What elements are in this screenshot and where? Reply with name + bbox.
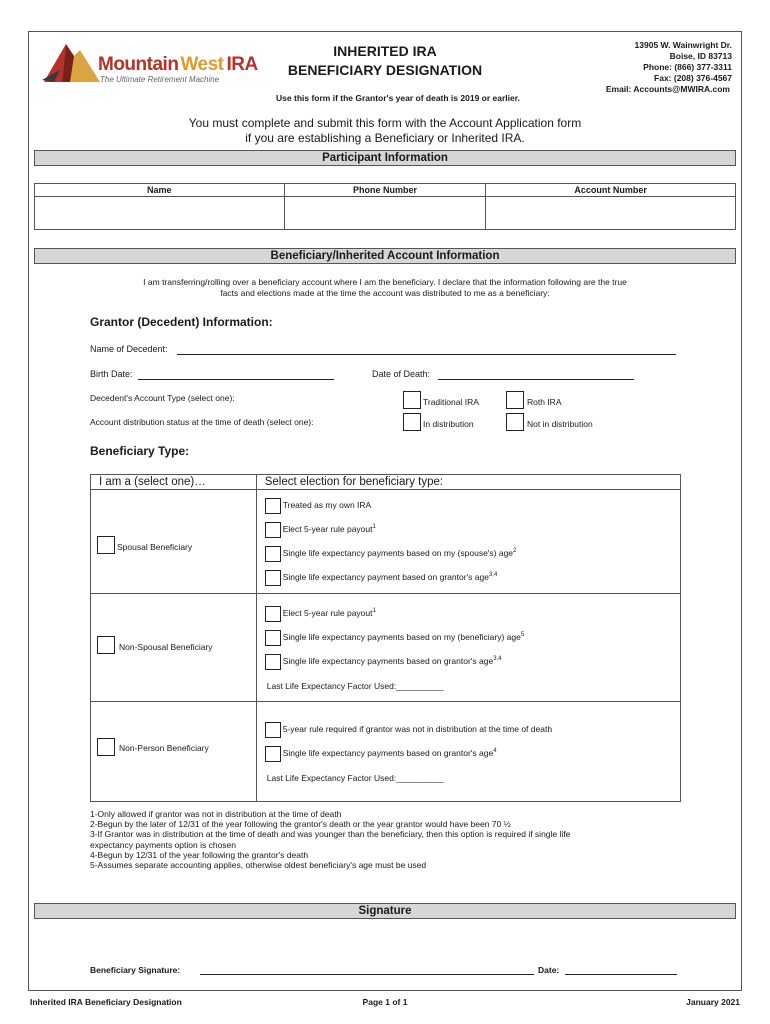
opt-ns-own-age[interactable]: Single life expectancy payments based on my (beneficiary) age$^5$ bbox=[263, 626, 680, 650]
use-note: Use this form if the Grantor's year of death is 2019 or earlier. bbox=[276, 93, 520, 103]
opt-np-grantor-age[interactable]: Single life expectancy payments based on grantor's age$^4$ bbox=[263, 742, 680, 766]
col-account: Account Number bbox=[486, 184, 736, 197]
footnote-5: 5-Assumes separate accounting applies, otherwise oldest beneficiary's age must be used bbox=[90, 860, 427, 871]
death-date-field[interactable] bbox=[438, 369, 634, 380]
declaration-line2: facts and elections made at the time the account was distributed to me as a beneficiary: bbox=[220, 288, 550, 298]
non-person-checkbox[interactable] bbox=[97, 738, 115, 756]
spousal-grantor-age-checkbox[interactable] bbox=[265, 570, 281, 586]
beneficiary-type-table bbox=[90, 474, 681, 802]
col-election: Select election for beneficiary type: bbox=[256, 475, 680, 490]
death-date-label: Date of Death: bbox=[372, 369, 431, 379]
traditional-ira-label: Traditional IRA bbox=[423, 397, 479, 407]
ns-own-age-checkbox[interactable] bbox=[265, 630, 281, 646]
np-grantor-age-checkbox[interactable] bbox=[265, 746, 281, 762]
address-street: 13905 W. Wainwright Dr. bbox=[634, 40, 732, 50]
non-spousal-cell bbox=[91, 594, 257, 702]
col-i-am: I am a (select one)… bbox=[91, 475, 257, 490]
ns-factor-field[interactable]: Last Life Expectancy Factor Used:__________ bbox=[266, 681, 444, 691]
spousal-own-age-checkbox[interactable] bbox=[265, 546, 281, 562]
address-email: Email: Accounts@MWIRA.com bbox=[605, 84, 730, 94]
col-name: Name bbox=[35, 184, 285, 197]
in-distribution-label: In distribution bbox=[423, 419, 474, 429]
np-factor-field[interactable]: Last Life Expectancy Factor Used:__________ bbox=[266, 773, 444, 783]
opt-ns-5year[interactable]: Elect 5-year rule payout$^1$ bbox=[263, 602, 680, 626]
non-spousal-options bbox=[256, 594, 680, 702]
intro-line1: You must complete and submit this form with the Account Application form bbox=[188, 116, 582, 130]
birth-date-field[interactable] bbox=[138, 369, 334, 380]
mountain-logo-icon bbox=[40, 38, 102, 84]
opt-spousal-grantor-age[interactable]: Single life expectancy payment based on grantor's age$^{3,4}$ bbox=[263, 566, 680, 590]
opt-spousal-own-age[interactable]: Single life expectancy payments based on my (spouse's) age$^2$ bbox=[263, 542, 680, 566]
ns-5year-checkbox[interactable] bbox=[265, 606, 281, 622]
footnote-4: 4-Begun by 12/31 of the year following the grantor's death bbox=[90, 849, 309, 860]
traditional-ira-checkbox[interactable] bbox=[403, 391, 421, 409]
address-city: Boise, ID 83713 bbox=[669, 51, 732, 61]
opt-treated-own[interactable]: Treated as my own IRA bbox=[263, 494, 680, 518]
name-field[interactable] bbox=[35, 197, 285, 230]
company-logo bbox=[40, 36, 258, 88]
signature-bar: Signature bbox=[34, 903, 736, 919]
beneficiary-signature-label: Beneficiary Signature: bbox=[90, 965, 181, 975]
non-person-options bbox=[256, 702, 680, 802]
phone-field[interactable] bbox=[284, 197, 486, 230]
form-title-line2: BENEFICIARY DESIGNATION bbox=[287, 62, 483, 78]
footer-date: January 2021 bbox=[686, 997, 740, 1007]
non-person-cell bbox=[91, 702, 257, 802]
footnotes bbox=[90, 809, 670, 870]
participant-info-bar: Participant Information bbox=[34, 150, 736, 166]
spousal-label: Spousal Beneficiary bbox=[117, 542, 193, 552]
spousal-cell bbox=[91, 490, 257, 594]
intro-line2: if you are establishing a Beneficiary or Inherited IRA. bbox=[245, 131, 525, 145]
opt-ns-grantor-age[interactable]: Single life expectancy payments based on grantor's age$^{3,4}$ bbox=[263, 650, 680, 674]
logo-wordmark: Mountain West IRA bbox=[98, 54, 258, 75]
footer-page-number: Page 1 of 1 bbox=[362, 997, 408, 1007]
beneficiary-info-bar: Beneficiary/Inherited Account Information bbox=[34, 248, 736, 264]
np-5year-checkbox[interactable] bbox=[265, 722, 281, 738]
roth-ira-checkbox[interactable] bbox=[506, 391, 524, 409]
beneficiary-type-heading: Beneficiary Type: bbox=[90, 444, 190, 458]
treated-own-checkbox[interactable] bbox=[265, 498, 281, 514]
footnote-1: 1-Only allowed if grantor was not in distribution at the time of death bbox=[90, 809, 342, 819]
decedent-name-field[interactable] bbox=[177, 344, 676, 355]
address-phone: Phone: (866) 377-3311 bbox=[643, 62, 732, 72]
beneficiary-signature-field[interactable] bbox=[200, 965, 534, 975]
footer-form-name: Inherited IRA Beneficiary Designation bbox=[30, 997, 182, 1007]
grantor-heading: Grantor (Decedent) Information: bbox=[90, 315, 273, 329]
spousal-5year-checkbox[interactable] bbox=[265, 522, 281, 538]
spousal-options bbox=[256, 490, 680, 594]
roth-ira-label: Roth IRA bbox=[527, 397, 562, 407]
col-phone: Phone Number bbox=[284, 184, 486, 197]
birth-date-label: Birth Date: bbox=[90, 369, 133, 379]
account-number-field[interactable] bbox=[486, 197, 736, 230]
not-in-distribution-checkbox[interactable] bbox=[506, 413, 524, 431]
opt-np-5year[interactable]: 5-year rule required if grantor was not in distribution at the time of death bbox=[263, 718, 680, 742]
dist-status-label: Account distribution status at the time of death (select one): bbox=[90, 417, 314, 427]
signature-date-field[interactable] bbox=[565, 965, 677, 975]
decedent-name-label: Name of Decedent: bbox=[90, 344, 168, 354]
footnote-3-cont: expectancy payments option is chosen bbox=[90, 839, 237, 850]
not-in-distribution-label: Not in distribution bbox=[527, 419, 593, 429]
account-type-label: Decedent's Account Type (select one): bbox=[90, 393, 235, 403]
in-distribution-checkbox[interactable] bbox=[403, 413, 421, 431]
non-spousal-label: Non-Spousal Beneficiary bbox=[119, 642, 213, 652]
footnote-2: 2-Begun by the later of 12/31 of the year following the grantor's death or the year grantor would have been 70 ½ bbox=[90, 819, 511, 830]
logo-tagline: The Ultimate Retirement Machine bbox=[100, 75, 220, 84]
opt-spousal-5year[interactable]: Elect 5-year rule payout$^1$ bbox=[263, 518, 680, 542]
form-title-line1: INHERITED IRA bbox=[333, 43, 437, 59]
participant-table bbox=[34, 183, 736, 230]
address-fax: Fax: (208) 376-4567 bbox=[654, 73, 732, 83]
non-spousal-checkbox[interactable] bbox=[97, 636, 115, 654]
declaration-line1: I am transferring/rolling over a beneficiary account where I am the beneficiary. I declare that the information following are the true bbox=[143, 277, 627, 287]
ns-grantor-age-checkbox[interactable] bbox=[265, 654, 281, 670]
spousal-checkbox[interactable] bbox=[97, 536, 115, 554]
footnote-3: 3-If Grantor was in distribution at the time of death and was younger than the beneficiary, then this option is required if single life bbox=[90, 829, 571, 840]
non-person-label: Non-Person Beneficiary bbox=[119, 743, 209, 753]
date-label: Date: bbox=[538, 965, 560, 975]
